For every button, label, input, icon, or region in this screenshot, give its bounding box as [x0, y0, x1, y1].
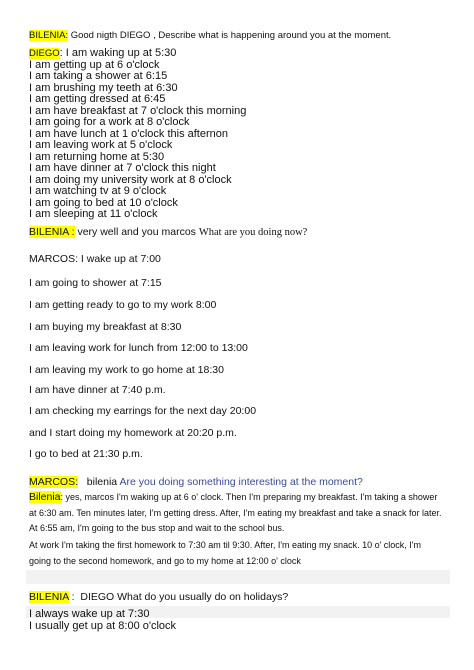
diego-line: I am going to bed at 10 o'clock — [29, 196, 178, 209]
diego-line: I am brushing my teeth at 6:30 — [29, 81, 178, 94]
diego-line: I am getting up at 6 o'clock — [29, 58, 160, 71]
marcos-line: I am buying my breakfast at 8:30 — [29, 321, 182, 333]
diego-line: I am have lunch at 1 o'clock this afternon — [29, 127, 228, 140]
diego-line: I am watching tv at 9 o'clock — [29, 185, 167, 197]
diego-line: I am sleeping at 11 o'clock — [29, 208, 158, 220]
marcos-question-text: Are you doing something interesting at the moment? — [119, 476, 363, 488]
speaker-marcos-highlight: MARCOS: — [29, 476, 79, 488]
shade-band — [26, 570, 450, 584]
bilenia-answer-paragraph — [29, 490, 445, 537]
marcos-line: I go to bed at 21:30 p.m. — [29, 448, 143, 460]
bilenia-work-paragraph: At work I'm taking the first homework to 7:30 am til 9:30. After, I'm eating my snack. 10 o' clock, I'm going to the second homework, and go to my home at 12:00 o' clock — [29, 540, 422, 566]
diego-line: I am have breakfast at 7 o'clock this morning — [29, 104, 247, 117]
speaker-bilenia-highlight: BILENIA — [29, 591, 69, 603]
diego-holiday-line: I always wake up at 7:30 — [29, 608, 150, 620]
marcos-line: I am leaving work for lunch from 12:00 to 13:00 — [29, 342, 248, 354]
bilenia-holiday-question — [29, 591, 288, 603]
holiday-question-text: : DIEGO What do you usually do on holidays? — [68, 591, 289, 603]
speaker-diego-highlight: DIEGO — [29, 48, 60, 59]
diego-line: I am leaving work at 5 o'clock — [29, 139, 173, 151]
marcos-line: I am leaving my work to go home at 18:30 — [29, 364, 224, 376]
bilenia-intro-line — [29, 30, 391, 41]
diego-line: I am returning home at 5:30 — [29, 150, 165, 163]
speaker-bilenia-highlight: BILENIA : — [29, 226, 75, 238]
diego-line: I am have dinner at 7 o'clock this night — [29, 162, 216, 174]
bilenia-reply-line — [29, 226, 307, 238]
intro-text: Good nigth DIEGO , Describe what is happening around you at the moment. — [68, 30, 392, 41]
marcos-question-prefix: bilenia — [78, 476, 120, 488]
marcos-line: I am checking my earrings for the next day 20:00 — [29, 405, 257, 417]
bilenia-answer-text: : yes, marcos I'm waking up at 6 o' clock. Then I'm preparing my breakfast. I'm taking a shower at 6:30 am. Ten minutes later, I'm getting dress. After, I'm eating my breakfast and take a snack for later. At 6:55 am, I'm going to the bus stop and wait to the school bus. — [29, 492, 442, 533]
speaker-bilenia-highlight: Bilenia — [29, 491, 61, 503]
marcos-question-line — [29, 476, 363, 488]
diego-first-line — [29, 48, 176, 60]
speaker-bilenia-highlight: BILENIA: — [29, 30, 69, 41]
marcos-line: I am going to shower at 7:15 — [29, 277, 162, 289]
marcos-line: and I start doing my homework at 20:20 p.m. — [29, 427, 237, 439]
diego-first-text: : I am waking up at 5:30 — [59, 47, 177, 59]
diego-line: I am taking a shower at 6:15 — [29, 70, 168, 82]
diego-line: I am going for a work at 8 o'clock — [29, 116, 190, 128]
diego-holiday-line: I usually get up at 8:00 o'clock — [29, 619, 177, 632]
diego-line: I am doing my university work at 8 o'clock — [29, 173, 232, 186]
marcos-line: MARCOS: I wake up at 7:00 — [29, 253, 161, 265]
reply-text: very well and you marcos — [74, 226, 199, 238]
marcos-line: I am have dinner at 7:40 p.m. — [29, 384, 166, 396]
marcos-line: I am getting ready to go to my work 8:00 — [29, 299, 217, 311]
reply-question: What are you doing now? — [198, 227, 308, 238]
diego-line: I am getting dressed at 6:45 — [29, 93, 166, 105]
